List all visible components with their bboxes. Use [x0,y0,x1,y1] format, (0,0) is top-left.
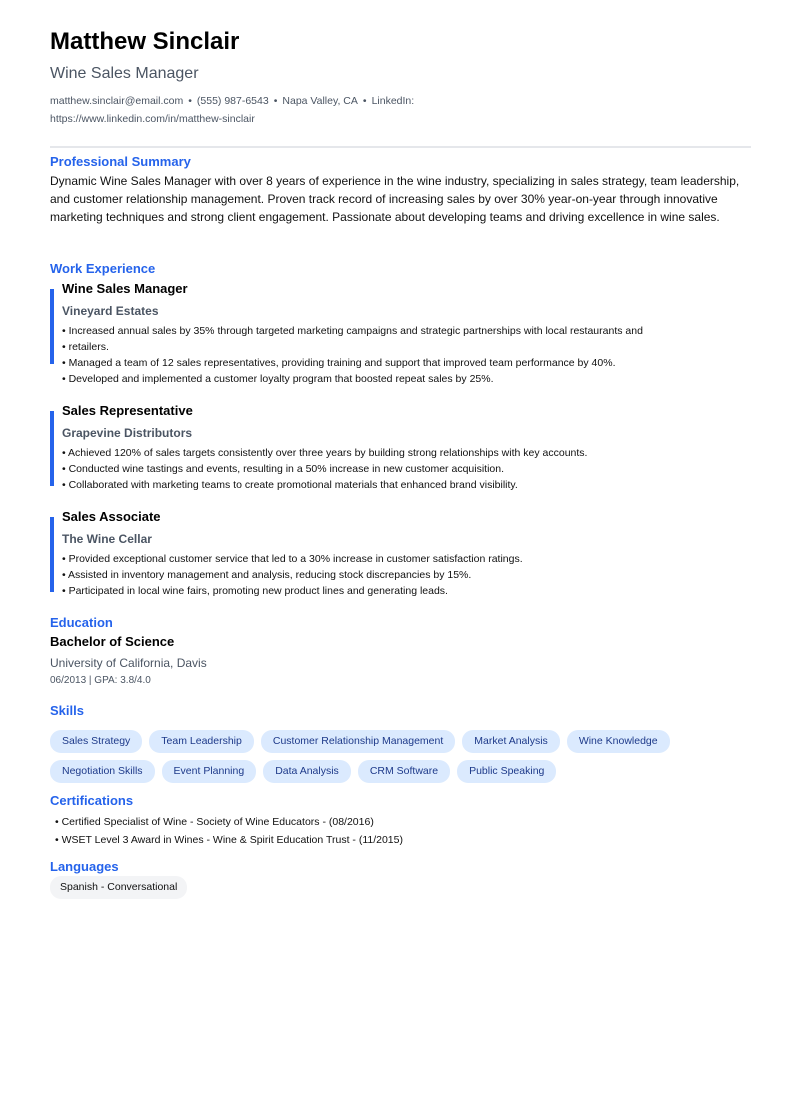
certification-item: • Certified Specialist of Wine - Society of Wine Educators - (08/2016) [55,816,374,828]
job-accent-bar [50,517,54,592]
skill-tag: Sales Strategy [50,730,142,753]
education-meta: 06/2013 | GPA: 3.8/4.0 [50,675,151,686]
job-bullets [62,551,523,599]
section-title-summary: Professional Summary [50,154,191,169]
job-bullet: • Conducted wine tastings and events, resulting in a 50% increase in new customer acquisition. [62,463,505,475]
job-bullet: • Assisted in inventory management and analysis, reducing stock discrepancies by 15%. [62,569,472,581]
job-bullet: • Provided exceptional customer service that led to a 30% increase in customer satisfaction ratings. [62,553,523,565]
job-bullet: • retailers. [62,341,109,353]
education-school: University of California, Davis [50,656,207,670]
job-bullet: • Participated in local wine fairs, promoting new product lines and generating leads. [62,585,448,597]
skill-tag: Event Planning [162,760,257,783]
job-company: Grapevine Distributors [62,426,193,440]
job-title: Sales Associate [62,509,161,524]
contact-info [50,92,751,128]
contact-phone: (555) 987-6543 [196,95,269,107]
language-tags [50,876,751,899]
contact-linkedin-label: LinkedIn: [371,95,415,107]
job-company: The Wine Cellar [62,532,152,546]
job-bullet: • Increased annual sales by 35% through targeted marketing campaigns and strategic partnerships with local restaurants and [62,325,643,337]
job-title: Wine Sales Manager [62,281,188,296]
job-bullet: • Developed and implemented a customer loyalty program that boosted repeat sales by 25%. [62,373,494,385]
skill-tag: Wine Knowledge [567,730,670,753]
skill-tag: Public Speaking [457,760,556,783]
job-accent-bar [50,289,54,364]
certification-list [55,813,403,849]
job-bullet: • Collaborated with marketing teams to create promotional materials that enhanced brand visibility. [62,479,518,491]
skill-tags [50,730,751,783]
skill-tag: Negotiation Skills [50,760,155,783]
skill-tag: CRM Software [358,760,450,783]
job-company: Vineyard Estates [62,304,159,318]
section-title-languages: Languages [50,859,119,874]
summary-text: Dynamic Wine Sales Manager with over 8 years of experience in the wine industry, specializing in sales strategy, team leadership, and customer relationship management. Proven track record of increasing sales by over 30% year-on-year through innovative marketing techniques and strong client engagement. Passionate about developing teams and driving excellence in wine sales. [50,174,740,224]
job-bullets [62,445,587,493]
skill-tag: Customer Relationship Management [261,730,455,753]
skill-tag: Team Leadership [149,730,254,753]
section-title-education: Education [50,615,113,630]
job-bullet: • Managed a team of 12 sales representatives, providing training and support that improved team performance by 40%. [62,357,616,369]
candidate-title: Wine Sales Manager [50,65,199,82]
separator-dot: • [362,95,367,107]
section-title-experience: Work Experience [50,261,156,276]
separator-dot: • [188,95,192,107]
language-tag: Spanish - Conversational [50,876,187,899]
contact-email[interactable]: matthew.sinclair@email.com [50,95,184,107]
job-bullet: • Achieved 120% of sales targets consistently over three years by building strong relationships with key accounts. [62,447,588,459]
certification-item: • WSET Level 3 Award in Wines - Wine & Spirit Education Trust - (11/2015) [55,834,403,846]
contact-location: Napa Valley, CA [282,95,358,107]
job-title: Sales Representative [62,403,193,418]
education-degree: Bachelor of Science [50,634,175,649]
section-title-skills: Skills [50,703,84,718]
job-bullets [62,323,643,387]
section-title-certifications: Certifications [50,793,134,808]
separator-dot: • [273,95,278,107]
contact-linkedin-url[interactable]: https://www.linkedin.com/in/matthew-sinclair [50,113,255,125]
skill-tag: Data Analysis [263,760,351,783]
header-divider [50,146,751,148]
job-accent-bar [50,411,54,486]
skill-tag: Market Analysis [462,730,560,753]
candidate-name: Matthew Sinclair [50,28,240,55]
